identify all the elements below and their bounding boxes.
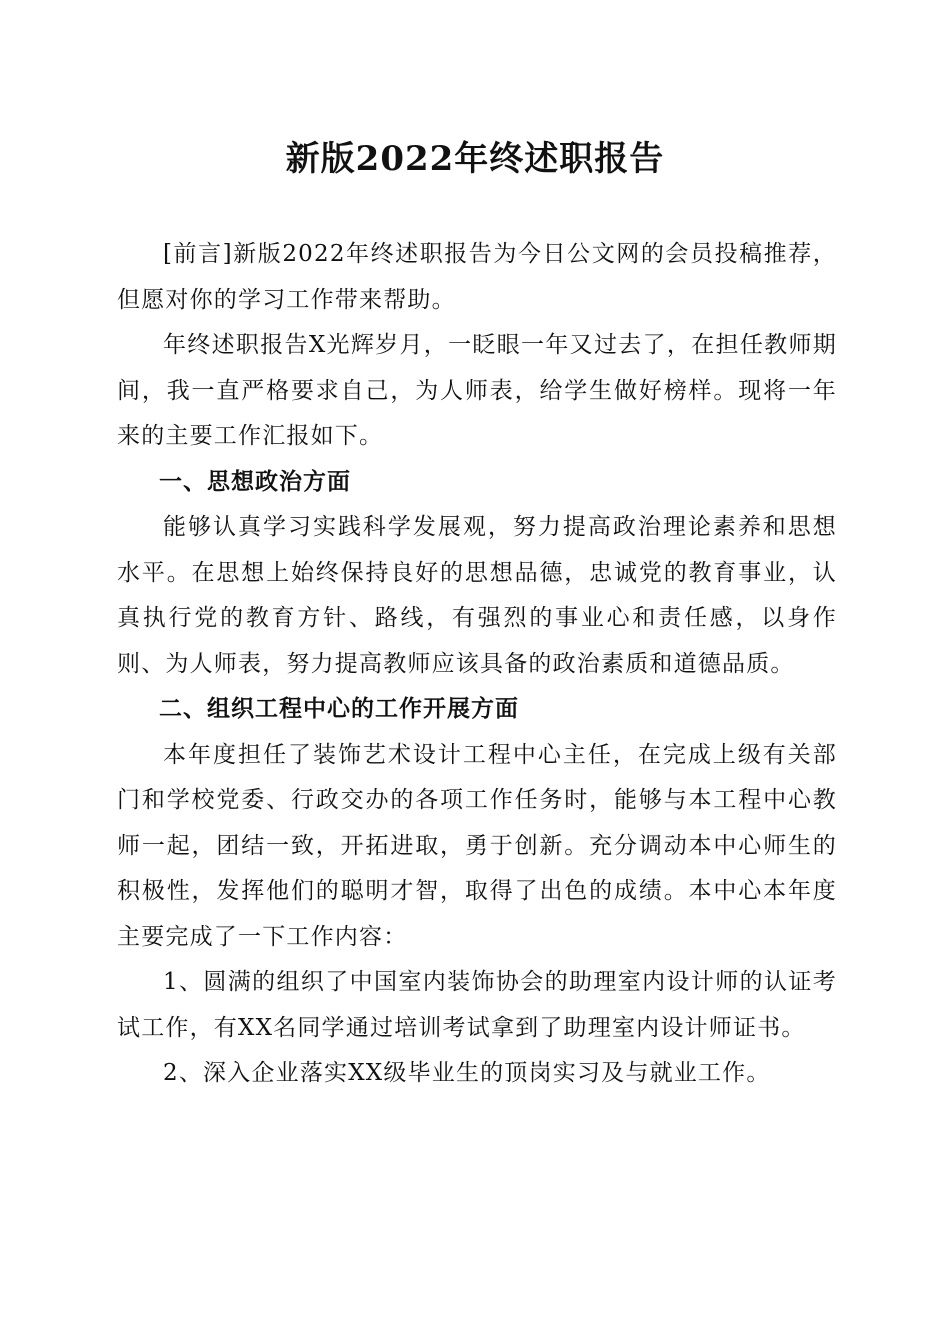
section-body-political: 能够认真学习实践科学发展观，努力提高政治理论素养和思想水平。在思想上始终保持良好的思想品德，忠诚党的教育事业，认真执行党的教育方针、路线，有强烈的事业心和责任感，以身作则、为人师表，努力提高教师应该具备的政治素质和道德品质。 xyxy=(117,514,837,677)
document-title: 新版2022年终述职报告 xyxy=(285,139,665,179)
preface-paragraph: [前言]新版2022年终述职报告为今日公文网的会员投稿推荐，但愿对你的学习工作带来帮助。 xyxy=(117,241,837,313)
section-heading-engineering-center: 二、组织工程中心的工作开展方面 xyxy=(159,696,519,722)
list-item-internship: 2、深入企业落实XX级毕业生的顶岗实习及与就业工作。 xyxy=(163,1060,771,1086)
section-heading-political: 一、思想政治方面 xyxy=(159,468,351,495)
list-item-certification: 1、圆满的组织了中国室内装饰协会的助理室内设计师的认证考试工作，有XX名同学通过培训考试拿到了助理室内设计师证书。 xyxy=(117,969,837,1041)
intro-paragraph: 年终述职报告X光辉岁月，一眨眼一年又过去了，在担任教师期间，我一直严格要求自己，为人师表，给学生做好榜样。现将一年来的主要工作汇报如下。 xyxy=(117,332,837,449)
section-body-engineering-center: 本年度担任了装饰艺术设计工程中心主任，在完成上级有关部门和学校党委、行政交办的各项工作任务时，能够与本工程中心教师一起，团结一致，开拓进取，勇于创新。充分调动本中心师生的积极性，发挥他们的聪明才智，取得了出色的成绩。本中心本年度主要完成了一下工作内容： xyxy=(117,741,837,950)
document-body xyxy=(117,232,837,1097)
